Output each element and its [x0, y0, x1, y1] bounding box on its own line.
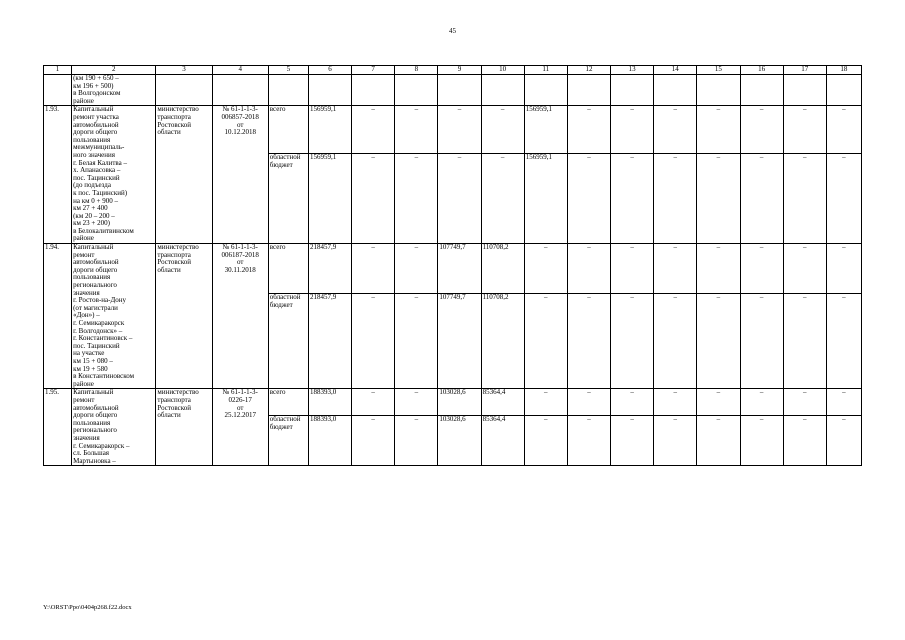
amount-cell: – [352, 389, 395, 416]
amount-cell: – [697, 154, 740, 244]
amount-cell: – [654, 154, 697, 244]
amount-cell: 110708,2 [481, 244, 524, 294]
empty-cell [567, 75, 610, 106]
column-number: 5 [268, 66, 308, 75]
amount-cell: – [567, 416, 610, 466]
row-number: 1.93. [44, 106, 72, 244]
amount-cell: – [438, 106, 481, 154]
row-number: 1.95. [44, 389, 72, 466]
column-number: 7 [352, 66, 395, 75]
object-name: Капитальный ремонт участка автомобильной дороги общего пользования межмуниципаль- ного значения г. Белая Калитва – х. Апанасовка – пос. Тацинский (до подъезда к пос. Тацинский) на км 0 + 900 – км 27 + 400 (км 20 – 200 – км 23 + 200) в Белокалитвинском районе [72, 106, 156, 244]
column-number: 16 [740, 66, 783, 75]
column-number: 2 [72, 66, 156, 75]
amount-cell: – [567, 106, 610, 154]
empty-cell [438, 75, 481, 106]
empty-cell [352, 75, 395, 106]
amount-cell: – [697, 294, 740, 389]
amount-cell: – [611, 389, 654, 416]
amount-cell: – [826, 294, 861, 389]
amount-cell: – [697, 416, 740, 466]
empty-cell [697, 75, 740, 106]
amount-cell: – [740, 294, 783, 389]
amount-cell: – [352, 244, 395, 294]
amount-cell: – [783, 244, 826, 294]
amount-cell: – [697, 244, 740, 294]
amount-cell: – [740, 154, 783, 244]
file-path-footer: Y:\ORST\Ppo\0404p268.f22.docx [43, 604, 132, 611]
amount-cell: – [740, 244, 783, 294]
amount-cell: – [524, 244, 567, 294]
empty-cell [783, 75, 826, 106]
amount-cell: – [611, 294, 654, 389]
amount-cell: 107749,7 [438, 294, 481, 389]
column-number: 4 [212, 66, 268, 75]
amount-cell: – [567, 154, 610, 244]
empty-cell [826, 75, 861, 106]
funding-source: областной бюджет [268, 154, 308, 244]
amount-cell: – [740, 416, 783, 466]
amount-cell: – [783, 416, 826, 466]
amount-cell: – [611, 106, 654, 154]
amount-cell: – [524, 416, 567, 466]
empty-cell [654, 75, 697, 106]
column-number: 13 [611, 66, 654, 75]
funding-source: областной бюджет [268, 294, 308, 389]
amount-cell: – [611, 244, 654, 294]
column-number: 6 [308, 66, 351, 75]
empty-cell [212, 75, 268, 106]
amount-cell: – [438, 154, 481, 244]
amount-cell: – [740, 389, 783, 416]
column-number: 11 [524, 66, 567, 75]
row-number: 1.94. [44, 244, 72, 389]
amount-cell: – [740, 106, 783, 154]
amount-cell: – [611, 154, 654, 244]
amount-cell: – [697, 106, 740, 154]
amount-cell: – [567, 389, 610, 416]
amount-cell: 188393,0 [308, 389, 351, 416]
amount-cell: – [352, 416, 395, 466]
column-number: 15 [697, 66, 740, 75]
amount-cell: 188393,0 [308, 416, 351, 466]
amount-cell: 156959,1 [524, 154, 567, 244]
amount-cell: – [654, 389, 697, 416]
column-number-row [44, 66, 862, 75]
amount-cell: – [783, 389, 826, 416]
amount-cell: – [524, 389, 567, 416]
amount-cell: 103028,6 [438, 416, 481, 466]
column-number: 14 [654, 66, 697, 75]
column-number: 12 [567, 66, 610, 75]
continuation-row [44, 75, 862, 106]
amount-cell: – [826, 106, 861, 154]
amount-cell: – [826, 389, 861, 416]
object-name: (км 190 + 650 – км 196 + 500) в Волгодонском районе [72, 75, 156, 106]
empty-cell [481, 75, 524, 106]
amount-cell: – [352, 294, 395, 389]
amount-cell: – [611, 416, 654, 466]
column-number: 8 [395, 66, 438, 75]
amount-cell: – [352, 154, 395, 244]
column-number: 17 [783, 66, 826, 75]
empty-cell [156, 75, 212, 106]
amount-cell: – [654, 294, 697, 389]
column-number: 18 [826, 66, 861, 75]
amount-cell: – [524, 294, 567, 389]
funding-source: всего [268, 244, 308, 294]
amount-cell: – [783, 294, 826, 389]
empty-cell [740, 75, 783, 106]
object-name: Капитальный ремонт автомобильной дороги общего пользования регионального значения г. Ростов-на-Дону (от магистрали «Дон») – г. Семикаракорск г. Волгодонск» – г. Константиновск – пос. Тацинский на участке км 15 + 080 – км 19 + 580 в Константиновском районе [72, 244, 156, 389]
empty-cell [44, 75, 72, 106]
amount-cell: – [783, 106, 826, 154]
expertise-doc: № 61-1-1-3- 006187-2018 от 30.11.2018 [212, 244, 268, 389]
amount-cell: 218457,9 [308, 244, 351, 294]
amount-cell: – [654, 416, 697, 466]
amount-cell: – [352, 106, 395, 154]
amount-cell: – [783, 154, 826, 244]
empty-cell [395, 75, 438, 106]
amount-cell: 156959,1 [524, 106, 567, 154]
amount-cell: – [395, 416, 438, 466]
amount-cell: 107749,7 [438, 244, 481, 294]
empty-cell [611, 75, 654, 106]
amount-cell: – [654, 244, 697, 294]
page-number: 45 [449, 27, 456, 35]
customer-org: министерство транспорта Ростовской области [156, 389, 212, 466]
column-number: 3 [156, 66, 212, 75]
amount-cell: – [826, 416, 861, 466]
amount-cell: 156959,1 [308, 154, 351, 244]
amount-cell: 110708,2 [481, 294, 524, 389]
amount-cell: 85364,4 [481, 389, 524, 416]
amount-cell: – [567, 244, 610, 294]
amount-cell: 156959,1 [308, 106, 351, 154]
table-row [44, 244, 862, 294]
amount-cell: – [481, 154, 524, 244]
expertise-doc: № 61-1-1-3- 0226-17 от 25.12.2017 [212, 389, 268, 466]
amount-cell: – [654, 106, 697, 154]
column-number: 1 [44, 66, 72, 75]
funding-source: всего [268, 389, 308, 416]
amount-cell: – [697, 389, 740, 416]
table-row [44, 389, 862, 416]
column-number: 9 [438, 66, 481, 75]
amount-cell: – [395, 244, 438, 294]
expertise-doc: № 61-1-1-3- 006857-2018 от 10.12.2018 [212, 106, 268, 244]
amount-cell: 218457,9 [308, 294, 351, 389]
amount-cell: 103028,6 [438, 389, 481, 416]
customer-org: министерство транспорта Ростовской области [156, 244, 212, 389]
table-row [44, 106, 862, 154]
empty-cell [524, 75, 567, 106]
amount-cell: – [395, 294, 438, 389]
empty-cell [308, 75, 351, 106]
column-number: 10 [481, 66, 524, 75]
amount-cell: – [826, 154, 861, 244]
amount-cell: – [395, 106, 438, 154]
amount-cell: – [395, 154, 438, 244]
amount-cell: – [481, 106, 524, 154]
object-name: Капитальный ремонт автомобильной дороги общего пользования регионального значения г. Семикаракорск – сл. Большая Мартыновка – [72, 389, 156, 466]
funding-source: всего [268, 106, 308, 154]
budget-table [43, 65, 862, 466]
customer-org: министерство транспорта Ростовской области [156, 106, 212, 244]
amount-cell: – [826, 244, 861, 294]
amount-cell: 85364,4 [481, 416, 524, 466]
empty-cell [268, 75, 308, 106]
funding-source: областной бюджет [268, 416, 308, 466]
amount-cell: – [395, 389, 438, 416]
amount-cell: – [567, 294, 610, 389]
